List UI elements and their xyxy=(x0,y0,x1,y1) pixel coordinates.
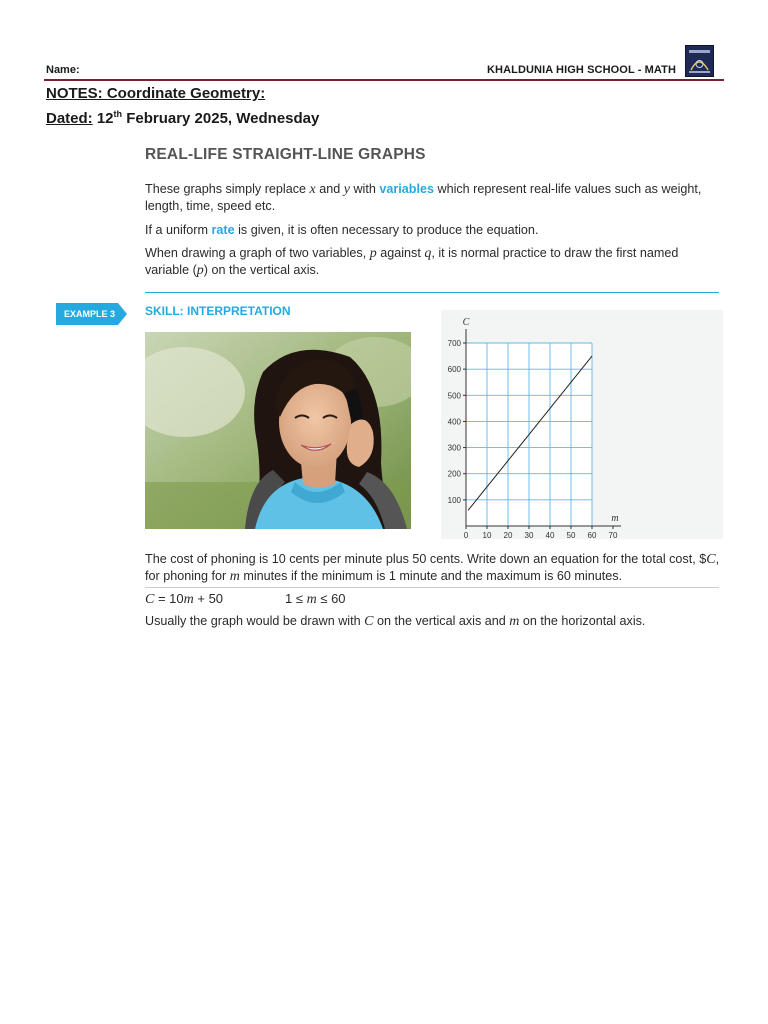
y-axis-label: C xyxy=(462,317,470,328)
y-tick-label: 400 xyxy=(447,417,461,427)
text: on the horizontal axis. xyxy=(519,614,646,628)
math-y: y xyxy=(343,182,350,197)
answer-divider xyxy=(145,587,719,588)
text: , for phoning for xyxy=(145,552,720,583)
keyword-variables: variables xyxy=(379,182,434,196)
text: on the vertical axis and xyxy=(373,614,510,628)
y-tick-label: 300 xyxy=(447,443,461,453)
x-tick-label: 50 xyxy=(566,531,576,539)
x-tick-label: 40 xyxy=(545,531,555,539)
school-name: KHALDUNIA HIGH SCHOOL - MATH xyxy=(487,64,676,76)
text: ≤ 60 xyxy=(316,591,346,606)
problem-statement xyxy=(145,551,725,585)
text: against xyxy=(376,246,425,260)
header-divider xyxy=(44,79,724,81)
y-tick-label: 700 xyxy=(447,339,461,348)
dated-label: Dated: xyxy=(46,110,93,127)
math-p: p xyxy=(196,263,204,278)
x-tick-label: 20 xyxy=(503,531,513,539)
paragraph-rate xyxy=(145,222,720,239)
x-axis-label: m xyxy=(611,513,619,524)
math-m: m xyxy=(229,569,240,584)
school-logo xyxy=(685,45,714,77)
math-q: q xyxy=(424,246,432,261)
math-x: x xyxy=(309,182,316,197)
text: The cost of phoning is 10 cents per minute plus 50 cents. Write down an equation for the total cost, $ xyxy=(145,552,707,566)
example-tab: EXAMPLE 3 xyxy=(56,303,118,325)
text: ) on the vertical axis. xyxy=(203,263,320,277)
date-rest: February 2025, Wednesday xyxy=(122,110,320,127)
paragraph-variables xyxy=(145,181,720,215)
x-tick-label: 0 xyxy=(463,531,469,539)
date-day: 12 xyxy=(96,110,114,127)
notes-title: NOTES: Coordinate Geometry: xyxy=(46,85,266,102)
cost-chart-svg xyxy=(441,310,723,539)
text: + 50 xyxy=(193,591,224,606)
math-m: m xyxy=(306,592,317,607)
math-m: m xyxy=(183,592,194,607)
section-title: REAL-LIFE STRAIGHT-LINE GRAPHS xyxy=(145,146,426,163)
math-m: m xyxy=(509,614,520,629)
text: and xyxy=(315,182,344,196)
keyword-rate: rate xyxy=(211,223,235,237)
y-tick-label: 100 xyxy=(447,495,461,505)
woman-on-phone-photo xyxy=(145,332,411,529)
text: with xyxy=(349,182,380,196)
text: If a uniform xyxy=(145,223,212,237)
y-tick-label: 500 xyxy=(447,391,461,401)
x-tick-label: 30 xyxy=(524,531,534,539)
math-c: C xyxy=(145,592,155,607)
date-line xyxy=(46,109,319,127)
text: , it is normal practice to draw the first named variable ( xyxy=(145,246,679,277)
math-c: C xyxy=(706,552,716,567)
text: = 10 xyxy=(154,591,184,606)
text: When drawing a graph of two variables, xyxy=(145,246,370,260)
section-divider xyxy=(145,292,719,293)
y-tick-label: 200 xyxy=(447,469,461,479)
text: 1 ≤ xyxy=(285,591,307,606)
skill-heading: SKILL: INTERPRETATION xyxy=(145,304,291,318)
x-tick-label: 10 xyxy=(482,531,492,539)
answer-equation xyxy=(145,591,223,608)
paragraph-axes xyxy=(145,245,720,279)
x-tick-label: 60 xyxy=(587,531,597,539)
x-tick-label: 70 xyxy=(608,531,618,539)
answer-range xyxy=(285,591,346,608)
date-suffix: th xyxy=(113,109,123,119)
text: These graphs simply replace xyxy=(145,182,310,196)
cost-graph xyxy=(441,310,723,539)
text: is given, it is often necessary to produce the equation. xyxy=(234,223,539,237)
name-label: Name: xyxy=(46,64,80,76)
y-tick-label: 600 xyxy=(447,365,461,375)
text: Usually the graph would be drawn with xyxy=(145,614,365,628)
math-p: p xyxy=(369,246,377,261)
math-c: C xyxy=(364,614,374,629)
text: which represent real-life values such as weight, length, time, speed etc. xyxy=(145,182,702,213)
text: minutes if the minimum is 1 minute and the maximum is 60 minutes. xyxy=(239,569,622,583)
usually-note xyxy=(145,614,645,630)
